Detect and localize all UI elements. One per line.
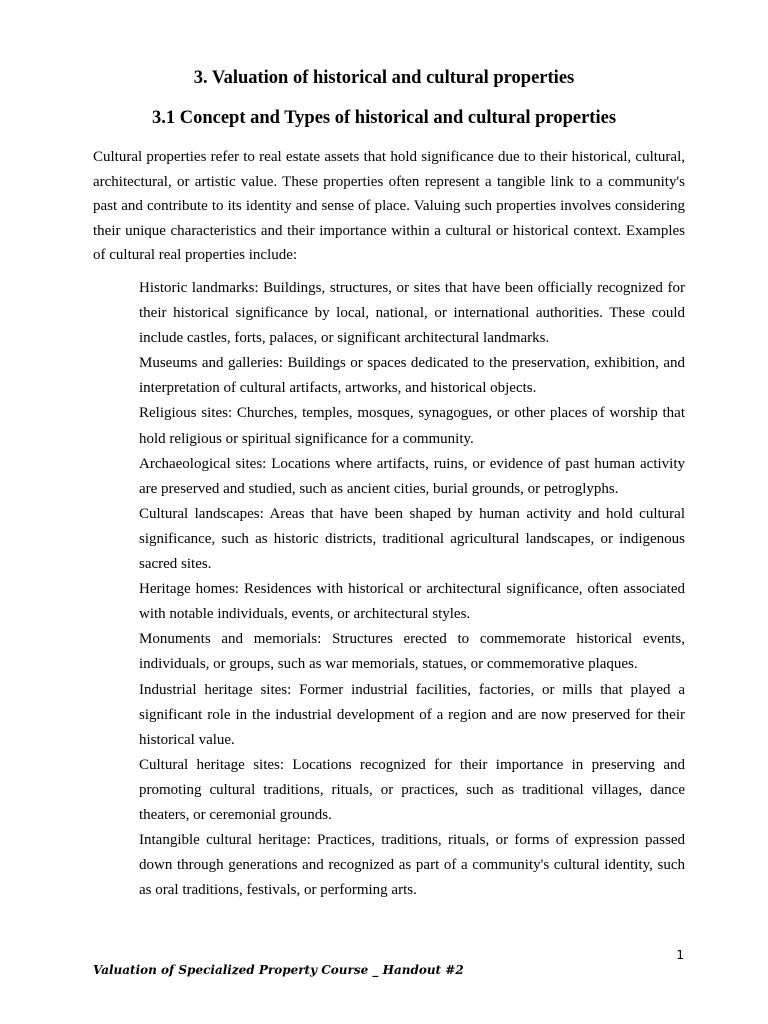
intro-paragraph: Cultural properties refer to real estate assets that hold significance due to their historical, cultural, architectural, or artistic value. These properties often represent a tangible link to a community's past and contribute to its identity and sense of place. Valuing such properties involves considering their unique characteristics and their importance within a cultural or historical context. Examples of cultural real properties include: <box>93 149 685 264</box>
page-number: 1 <box>676 948 684 962</box>
subsection-heading: 3.1 Concept and Types of historical and cultural properties <box>151 108 617 128</box>
list-item-religious-sites: Religious sites: Churches, temples, mosques, synagogues, or other places of worship that hold religious or spiritual significance for a community. <box>139 405 685 447</box>
list-item-industrial-heritage: Industrial heritage sites: Former industrial facilities, factories, or mills that played a significant role in the industrial development of a region and are now preserved for their historical value. <box>139 681 685 748</box>
list-item-intangible-heritage: Intangible cultural heritage: Practices, traditions, rituals, or forms of expression passed down through generations and recognized as part of a community's cultural identity, such as oral traditions, festivals, or performing arts. <box>139 832 685 899</box>
list-item-historic-landmarks: Historic landmarks: Buildings, structures, or sites that have been officially recognized for their historical significance by local, national, or international authorities. These could include castles, forts, palaces, or significant architectural landmarks. <box>139 280 685 347</box>
list-item-cultural-heritage-sites: Cultural heritage sites: Locations recognized for their importance in preserving and promoting cultural traditions, rituals, or practices, such as traditional villages, dance theaters, or ceremonial grounds. <box>139 756 685 823</box>
list-item-heritage-homes: Heritage homes: Residences with historical or architectural significance, often associated with notable individuals, events, or architectural styles. <box>139 581 685 623</box>
page-footer: Valuation of Specialized Property Course _ Handout #2 <box>93 963 464 977</box>
list-item-monuments-memorials: Monuments and memorials: Structures erected to commemorate historical events, individuals, or groups, such as war memorials, statues, or commemorative plaques. <box>139 631 685 673</box>
list-item-museums-galleries: Museums and galleries: Buildings or spaces dedicated to the preservation, exhibition, and interpretation of cultural artifacts, artworks, and historical objects. <box>139 355 685 397</box>
property-types-list <box>139 276 685 903</box>
list-item-cultural-landscapes: Cultural landscapes: Areas that have been shaped by human activity and hold cultural significance, such as historic districts, traditional agricultural landscapes, or indigenous sacred sites. <box>139 505 685 573</box>
section-heading: 3. Valuation of historical and cultural properties <box>193 68 575 88</box>
list-item-archaeological-sites: Archaeological sites: Locations where artifacts, ruins, or evidence of past human activity are preserved and studied, such as ancient cities, burial grounds, or petroglyphs. <box>139 455 685 497</box>
